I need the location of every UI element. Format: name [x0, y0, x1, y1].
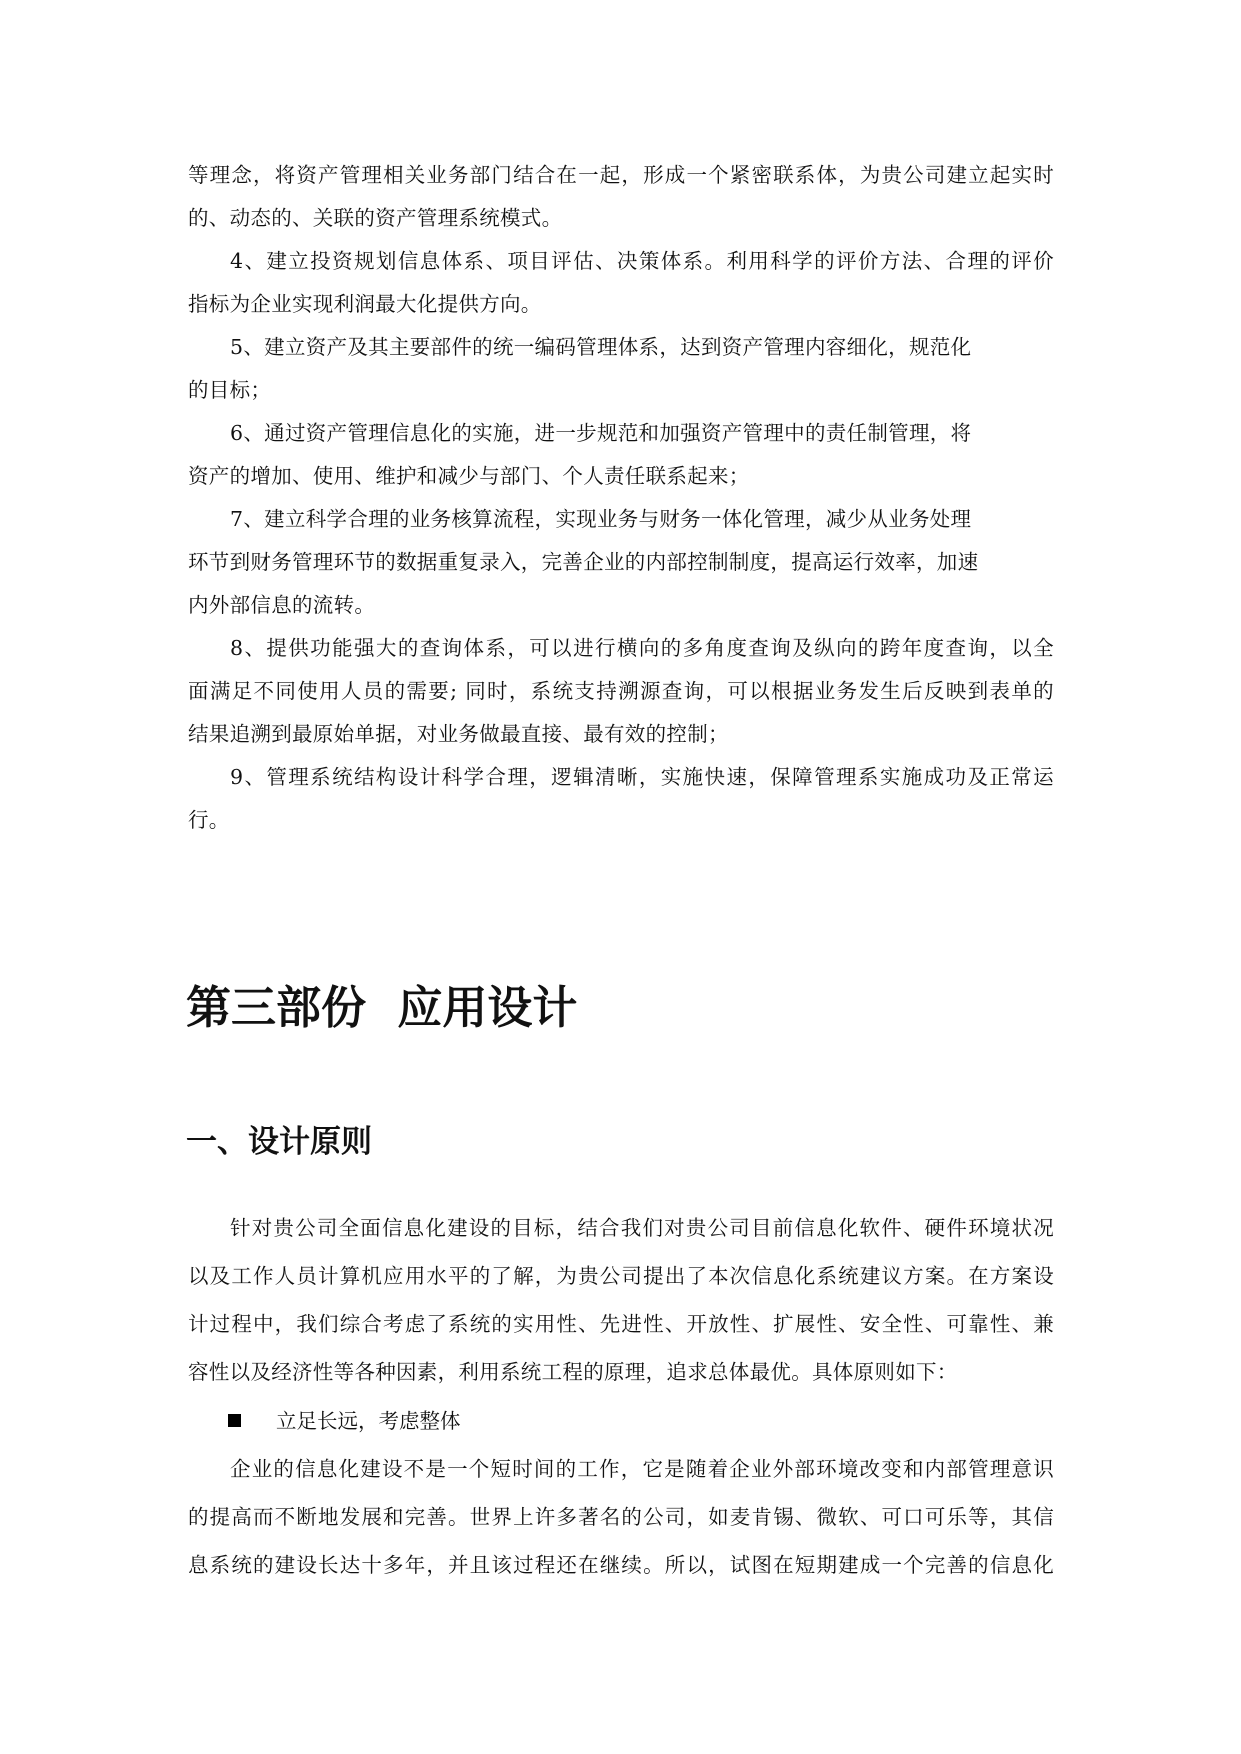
intro-line-1: 等理念，将资产管理相关业务部门结合在一起，形成一个紧密联系体，为贵公司建立起实时 [188, 163, 1054, 187]
closing-line-2: 的提高而不断地发展和完善。世界上许多著名的公司，如麦肯锡、微软、可口可乐等，其信 [188, 1505, 1054, 1529]
item-8-line-2: 面满足不同使用人员的需要; 同时，系统支持溯源查询，可以根据业务发生后反映到表单的 [188, 679, 1054, 703]
item-8-line-3: 结果追溯到最原始单据，对业务做最直接、最有效的控制； [188, 722, 729, 746]
item-7-line-3: 内外部信息的流转。 [188, 593, 376, 617]
item-5-line-2: 的目标； [188, 378, 272, 402]
item-5-line-1: 5、建立资产及其主要部件的统一编码管理体系，达到资产管理内容细化，规范化 [230, 335, 972, 359]
item-9-line-2: 行。 [188, 808, 230, 832]
intro-line-2: 的、动态的、关联的资产管理系统模式。 [188, 206, 563, 230]
item-6-line-1: 6、通过资产管理信息化的实施，进一步规范和加强资产管理中的责任制管理，将 [230, 421, 972, 445]
principle-line-2: 以及工作人员计算机应用水平的了解，为贵公司提出了本次信息化系统建议方案。在方案设 [188, 1264, 1054, 1288]
part-heading: 第三部份 应用设计 [186, 981, 578, 1034]
closing-line-3: 息系统的建设长达十多年，并且该过程还在继续。所以，试图在短期建成一个完善的信息化 [188, 1553, 1054, 1577]
section-heading: 一、设计原则 [186, 1124, 372, 1160]
item-8-line-1: 8、提供功能强大的查询体系，可以进行横向的多角度查询及纵向的跨年度查询，以全 [230, 636, 1054, 660]
item-9-line-1: 9、管理系统结构设计科学合理，逻辑清晰，实施快速，保障管理系实施成功及正常运 [230, 765, 1054, 789]
principle-line-1: 针对贵公司全面信息化建设的目标，结合我们对贵公司目前信息化软件、硬件环境状况 [230, 1216, 1054, 1240]
item-7-line-1: 7、建立科学合理的业务核算流程，实现业务与财务一体化管理，减少从业务处理 [230, 507, 972, 531]
item-4-line-1: 4、建立投资规划信息体系、项目评估、决策体系。利用科学的评价方法、合理的评价 [230, 249, 1054, 273]
square-bullet-icon [228, 1414, 241, 1427]
principle-line-3: 计过程中，我们综合考虑了系统的实用性、先进性、开放性、扩展性、安全性、可靠性、兼 [188, 1312, 1054, 1336]
item-6-line-2: 资产的增加、使用、维护和减少与部门、个人责任联系起来； [188, 464, 750, 488]
item-4-line-2: 指标为企业实现利润最大化提供方向。 [188, 292, 542, 316]
item-7-line-2: 环节到财务管理环节的数据重复录入，完善企业的内部控制制度，提高运行效率，加速 [188, 550, 979, 574]
closing-line-1: 企业的信息化建设不是一个短时间的工作，它是随着企业外部环境改变和内部管理意识 [230, 1457, 1054, 1481]
principle-line-4: 容性以及经济性等各种因素，利用系统工程的原理，追求总体最优。具体原则如下： [188, 1360, 958, 1384]
bullet-text: 立足长远，考虑整体 [276, 1409, 461, 1433]
